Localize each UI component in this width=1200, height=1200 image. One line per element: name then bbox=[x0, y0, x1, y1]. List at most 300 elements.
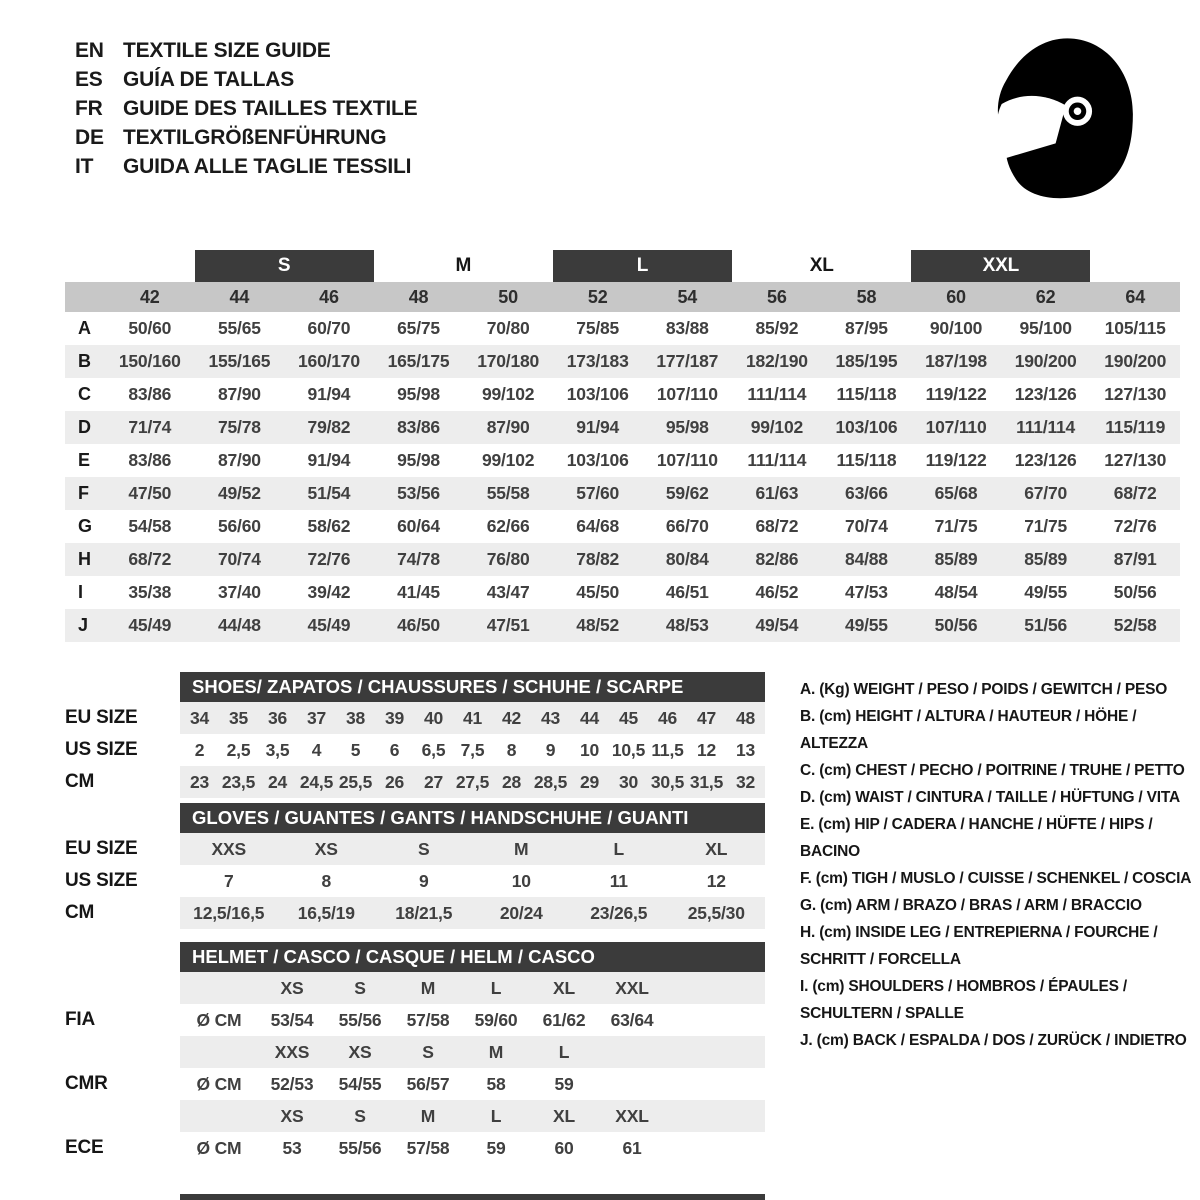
size-value: 99/102 bbox=[750, 417, 804, 437]
cell-value: S bbox=[418, 838, 430, 859]
size-value: 83/88 bbox=[665, 318, 709, 338]
size-value: 51/54 bbox=[307, 483, 351, 503]
size-value: 37/40 bbox=[217, 582, 261, 602]
row-label bbox=[65, 1036, 180, 1068]
row-key: A bbox=[78, 318, 91, 338]
measurement-legend bbox=[800, 676, 1198, 1054]
size-value: 87/91 bbox=[1113, 549, 1157, 569]
size-value: 170/180 bbox=[477, 351, 540, 371]
cell-value: 40 bbox=[423, 707, 444, 728]
cell-value bbox=[598, 1036, 666, 1068]
size-value: 85/92 bbox=[755, 318, 799, 338]
row-strip bbox=[180, 1068, 765, 1100]
size-value: 165/175 bbox=[387, 351, 450, 371]
size-group-l: L bbox=[553, 250, 732, 282]
cell-value: 28 bbox=[501, 771, 522, 792]
size-value: 127/130 bbox=[1104, 384, 1167, 404]
cell-value: 29 bbox=[579, 771, 600, 792]
legend-text: BACK / ESPALDA / DOS / ZURÜCK / INDIETRO bbox=[852, 1032, 1187, 1049]
gloves-size-table bbox=[65, 803, 765, 929]
size-value: 107/110 bbox=[656, 450, 718, 470]
legend-key: B. bbox=[800, 708, 820, 725]
size-value: 43/47 bbox=[486, 582, 530, 602]
legend-unit: (cm) bbox=[819, 924, 856, 941]
size-value: 72/76 bbox=[307, 549, 351, 569]
size-value: 47/51 bbox=[486, 615, 530, 635]
row-key: H bbox=[78, 549, 91, 569]
cell-value: Ø CM bbox=[196, 1073, 242, 1094]
size-value: 57/60 bbox=[576, 483, 620, 503]
row-key: G bbox=[78, 516, 92, 536]
cell-value: S bbox=[422, 1041, 434, 1062]
size-value: 80/84 bbox=[665, 549, 709, 569]
size-value: 95/98 bbox=[665, 417, 709, 437]
language-title: GUIDE DES TAILLES TEXTILE bbox=[123, 97, 418, 120]
measurement-row bbox=[65, 411, 1180, 444]
legend-key: G. bbox=[800, 897, 821, 914]
size-value: 72/76 bbox=[1113, 516, 1157, 536]
size-value: 187/198 bbox=[925, 351, 987, 371]
row-key: I bbox=[78, 582, 83, 602]
cell-value: 25,5 bbox=[338, 771, 373, 792]
cell-value bbox=[666, 1100, 765, 1132]
size-value: 50/56 bbox=[1113, 582, 1157, 602]
size-group-xl: XL bbox=[809, 255, 834, 276]
size-value: 99/102 bbox=[481, 384, 535, 404]
legend-key: E. bbox=[800, 816, 819, 833]
cell-value: 53/54 bbox=[270, 1009, 314, 1030]
size-value: 75/85 bbox=[576, 318, 620, 338]
cell-value: 6,5 bbox=[421, 739, 446, 760]
cell-value: 5 bbox=[350, 739, 361, 760]
size-value: 60/70 bbox=[307, 318, 351, 338]
size-value: 90/100 bbox=[929, 318, 983, 338]
legend-item bbox=[800, 973, 1198, 1027]
row-strip bbox=[180, 865, 765, 897]
size-value: 65/75 bbox=[397, 318, 440, 338]
helmet-size-table bbox=[65, 942, 765, 1164]
legend-key: H. bbox=[800, 924, 820, 941]
size-value: 83/86 bbox=[128, 450, 172, 470]
size-group-xxl: XXL bbox=[911, 250, 1090, 282]
size-label: 56 bbox=[767, 286, 787, 307]
cell-value: 8 bbox=[321, 870, 332, 891]
language-row bbox=[75, 94, 417, 123]
cell-value: 59 bbox=[486, 1137, 506, 1158]
size-value: 111/114 bbox=[747, 450, 807, 470]
row-key: D bbox=[78, 417, 91, 437]
size-value: 51/56 bbox=[1024, 615, 1068, 635]
size-value: 48/54 bbox=[934, 582, 978, 602]
row-label: US SIZE bbox=[65, 870, 138, 891]
language-code: DE bbox=[75, 126, 104, 149]
size-value: 185/195 bbox=[835, 351, 898, 371]
size-value: 53/56 bbox=[397, 483, 440, 503]
cell-value: 18/21,5 bbox=[395, 902, 453, 923]
measurement-row bbox=[65, 543, 1180, 576]
row-key: E bbox=[78, 450, 90, 470]
size-label: 52 bbox=[587, 286, 608, 307]
legend-unit: (cm) bbox=[819, 762, 856, 779]
cell-value: Ø CM bbox=[196, 1137, 242, 1158]
cell-value: 16,5/19 bbox=[297, 902, 355, 923]
cell-value: 25,5/30 bbox=[687, 902, 745, 923]
row-key: C bbox=[78, 384, 91, 404]
size-value: 52/58 bbox=[1113, 615, 1157, 635]
size-value: 83/86 bbox=[397, 417, 440, 437]
row-label-spacer bbox=[65, 282, 105, 312]
cell-value bbox=[180, 972, 258, 1004]
row-label: CMR bbox=[65, 1073, 108, 1094]
size-value: 105/115 bbox=[1104, 318, 1166, 338]
row-strip bbox=[180, 702, 765, 734]
size-value: 71/74 bbox=[128, 417, 172, 437]
language-code: EN bbox=[75, 39, 104, 62]
cell-value: 37 bbox=[306, 707, 327, 728]
cell-value: 10 bbox=[511, 870, 531, 891]
size-value: 64/68 bbox=[576, 516, 620, 536]
legend-text: SHOULDERS / HOMBROS / ÉPAULES / SCHULTERN / SPALLE bbox=[800, 978, 1127, 1022]
cell-value: 30,5 bbox=[650, 771, 685, 792]
size-value: 55/65 bbox=[217, 318, 261, 338]
measurement-row bbox=[65, 444, 1180, 477]
size-value: 115/119 bbox=[1105, 417, 1166, 437]
cell-value: 30 bbox=[618, 771, 639, 792]
table-row bbox=[65, 1068, 765, 1100]
size-value: 35/38 bbox=[128, 582, 172, 602]
legend-item bbox=[800, 757, 1198, 784]
cell-value bbox=[598, 1068, 666, 1100]
row-label-spacer bbox=[65, 803, 180, 833]
row-label: CM bbox=[65, 771, 95, 792]
size-label: 62 bbox=[1035, 286, 1056, 307]
size-value: 76/80 bbox=[486, 549, 530, 569]
row-strip bbox=[180, 972, 765, 1004]
cell-value: 10,5 bbox=[611, 739, 646, 760]
size-value: 177/187 bbox=[656, 351, 719, 371]
title-row bbox=[65, 942, 765, 972]
cell-value: M bbox=[420, 1105, 436, 1126]
size-value: 61/63 bbox=[755, 483, 799, 503]
cell-value: XL bbox=[553, 977, 575, 998]
row-label: US SIZE bbox=[65, 739, 138, 760]
size-value: 58/62 bbox=[307, 516, 351, 536]
shoes-size-table bbox=[65, 672, 765, 798]
cell-value: L bbox=[613, 838, 624, 859]
legend-unit: (cm) bbox=[819, 789, 856, 806]
row-label-spacer bbox=[65, 672, 180, 702]
cell-value: 35 bbox=[228, 707, 249, 728]
cell-value: 47 bbox=[696, 707, 717, 728]
cell-value: 39 bbox=[384, 707, 405, 728]
size-value: 68/72 bbox=[755, 516, 799, 536]
legend-unit: (cm) bbox=[820, 897, 856, 914]
size-value: 70/74 bbox=[845, 516, 888, 536]
size-label: 64 bbox=[1125, 286, 1146, 307]
size-value: 48/53 bbox=[665, 615, 709, 635]
legend-text: WAIST / CINTURA / TAILLE / HÜFTUNG / VITA bbox=[855, 789, 1181, 806]
row-strip bbox=[180, 833, 765, 865]
legend-unit: (cm) bbox=[819, 708, 856, 725]
title-row bbox=[65, 803, 765, 833]
row-label: EU SIZE bbox=[65, 707, 138, 728]
language-row bbox=[75, 65, 417, 94]
size-value: 55/58 bbox=[486, 483, 530, 503]
size-value: 87/90 bbox=[217, 384, 261, 404]
legend-key: D. bbox=[800, 789, 820, 806]
cell-value: L bbox=[490, 1105, 502, 1126]
size-value: 79/82 bbox=[307, 417, 351, 437]
row-strip bbox=[180, 766, 765, 798]
measurement-row bbox=[65, 609, 1180, 642]
cell-value: 44 bbox=[579, 707, 600, 728]
size-value: 115/118 bbox=[836, 450, 897, 470]
cell-value: L bbox=[558, 1041, 570, 1062]
table-row bbox=[65, 1100, 765, 1132]
size-value: 123/126 bbox=[1014, 450, 1077, 470]
cell-value: L bbox=[490, 977, 502, 998]
cell-value: S bbox=[354, 1105, 366, 1126]
cell-value bbox=[180, 1100, 258, 1132]
size-value: 111/114 bbox=[747, 384, 807, 404]
cell-value: 32 bbox=[735, 771, 756, 792]
cell-value: 43 bbox=[540, 707, 561, 728]
cell-value: 12 bbox=[696, 739, 717, 760]
legend-item bbox=[800, 865, 1198, 892]
size-value: 70/74 bbox=[217, 549, 261, 569]
cell-value: 9 bbox=[545, 739, 556, 760]
row-strip bbox=[180, 1100, 765, 1132]
measurement-row bbox=[65, 576, 1180, 609]
accessory-size-tables bbox=[65, 672, 765, 1164]
cell-value: 10 bbox=[579, 739, 600, 760]
cell-value: 31,5 bbox=[689, 771, 724, 792]
racing-helmet-icon bbox=[982, 34, 1138, 206]
cell-value: 42 bbox=[501, 707, 522, 728]
table-row bbox=[65, 1132, 765, 1164]
size-value: 54/58 bbox=[128, 516, 172, 536]
size-label: 54 bbox=[677, 286, 698, 307]
legend-unit: (cm) bbox=[818, 816, 855, 833]
size-value: 56/60 bbox=[217, 516, 261, 536]
size-label: 60 bbox=[946, 286, 966, 307]
size-value: 87/95 bbox=[845, 318, 888, 338]
size-value: 190/200 bbox=[1104, 351, 1167, 371]
row-label: CM bbox=[65, 902, 95, 923]
cell-value: 55/56 bbox=[338, 1137, 382, 1158]
cell-value: 34 bbox=[189, 707, 210, 728]
cell-value bbox=[180, 1036, 258, 1068]
size-value: 91/94 bbox=[307, 450, 351, 470]
title-row bbox=[65, 672, 765, 702]
cell-value: 8 bbox=[506, 739, 517, 760]
size-value: 68/72 bbox=[1113, 483, 1157, 503]
size-value: 107/110 bbox=[656, 384, 718, 404]
size-value: 119/122 bbox=[925, 450, 987, 470]
size-value: 190/200 bbox=[1014, 351, 1077, 371]
size-value: 45/49 bbox=[307, 615, 351, 635]
cell-value: 52/53 bbox=[270, 1073, 314, 1094]
cell-value: XXS bbox=[274, 1041, 310, 1062]
table-row bbox=[65, 702, 765, 734]
size-value: 160/170 bbox=[298, 351, 360, 371]
cell-value: 12,5/16,5 bbox=[193, 902, 265, 923]
cell-value: 7,5 bbox=[460, 739, 485, 760]
table-row bbox=[65, 833, 765, 865]
measurement-row bbox=[65, 477, 1180, 510]
size-value: 99/102 bbox=[481, 450, 535, 470]
size-value: 46/51 bbox=[665, 582, 709, 602]
size-label: 46 bbox=[319, 286, 339, 307]
size-value: 103/106 bbox=[566, 450, 629, 470]
legend-text: HIP / CADERA / HANCHE / HÜFTE / HIPS / BACINO bbox=[800, 816, 1153, 860]
legend-key: C. bbox=[800, 762, 820, 779]
size-value: 49/54 bbox=[755, 615, 799, 635]
size-value: 49/55 bbox=[845, 615, 888, 635]
cell-value: 23 bbox=[189, 771, 210, 792]
cell-value: M bbox=[488, 1041, 504, 1062]
size-value: 83/86 bbox=[128, 384, 172, 404]
cropped-section-bar bbox=[180, 1194, 765, 1200]
cell-value: 58 bbox=[486, 1073, 506, 1094]
legend-unit: (Kg) bbox=[819, 681, 854, 698]
size-label: 58 bbox=[856, 286, 877, 307]
size-value: 59/62 bbox=[665, 483, 709, 503]
language-title: GUIDA ALLE TAGLIE TESSILI bbox=[123, 155, 412, 178]
size-value: 62/66 bbox=[486, 516, 530, 536]
cell-value: XS bbox=[314, 838, 338, 859]
cell-value: 56/57 bbox=[406, 1073, 450, 1094]
legend-key: J. bbox=[800, 1032, 817, 1049]
cell-value: 54/55 bbox=[338, 1073, 382, 1094]
textile-size-table bbox=[65, 250, 1180, 642]
language-code: IT bbox=[75, 155, 94, 178]
size-value: 150/160 bbox=[118, 351, 181, 371]
legend-text: ARM / BRAZO / BRAS / ARM / BRACCIO bbox=[855, 897, 1142, 914]
cell-value: 2,5 bbox=[226, 739, 251, 760]
size-value: 155/165 bbox=[208, 351, 271, 371]
size-value: 50/60 bbox=[128, 318, 172, 338]
cell-value: 20/24 bbox=[499, 902, 543, 923]
legend-key: A. bbox=[800, 681, 820, 698]
language-code: FR bbox=[75, 97, 103, 120]
size-value: 63/66 bbox=[845, 483, 888, 503]
row-label bbox=[65, 972, 180, 1004]
language-code: ES bbox=[75, 68, 103, 91]
cell-value: 4 bbox=[311, 739, 322, 760]
row-strip bbox=[180, 734, 765, 766]
size-value: 82/86 bbox=[755, 549, 799, 569]
language-list bbox=[75, 36, 417, 181]
row-label bbox=[65, 1100, 180, 1132]
row-key: J bbox=[78, 615, 88, 635]
cell-value bbox=[666, 1004, 765, 1036]
size-value: 66/70 bbox=[665, 516, 709, 536]
legend-item bbox=[800, 892, 1198, 919]
size-value: 49/55 bbox=[1024, 582, 1068, 602]
cell-value: 24 bbox=[267, 771, 288, 792]
size-value: 67/70 bbox=[1024, 483, 1068, 503]
size-header-row bbox=[65, 282, 1180, 312]
size-value: 173/183 bbox=[566, 351, 629, 371]
size-value: 103/106 bbox=[566, 384, 629, 404]
size-value: 87/90 bbox=[486, 417, 530, 437]
language-title: TEXTILE SIZE GUIDE bbox=[123, 39, 331, 62]
size-value: 74/78 bbox=[397, 549, 440, 569]
cell-value: 3,5 bbox=[265, 739, 290, 760]
cell-value: XL bbox=[553, 1105, 575, 1126]
cell-value: XL bbox=[705, 838, 728, 859]
row-label-spacer bbox=[65, 942, 180, 972]
legend-item bbox=[800, 1027, 1198, 1054]
table-row bbox=[65, 1004, 765, 1036]
size-value: 46/50 bbox=[397, 615, 440, 635]
table-row bbox=[65, 1036, 765, 1068]
size-value: 127/130 bbox=[1104, 450, 1167, 470]
legend-text: TIGH / MUSLO / CUISSE / SCHENKEL / COSCIA bbox=[851, 870, 1192, 887]
helmet-title: HELMET / CASCO / CASQUE / HELM / CASCO bbox=[180, 942, 765, 972]
size-value: 95/98 bbox=[397, 384, 440, 404]
cell-value bbox=[666, 1132, 765, 1164]
cell-value: 61 bbox=[622, 1137, 642, 1158]
row-strip bbox=[180, 1132, 765, 1164]
cell-value: 57/58 bbox=[406, 1137, 450, 1158]
size-label: 48 bbox=[408, 286, 429, 307]
legend-key: I. bbox=[800, 978, 813, 995]
legend-unit: (cm) bbox=[816, 1032, 853, 1049]
cell-value: XXS bbox=[211, 838, 246, 859]
size-value: 71/75 bbox=[934, 516, 978, 536]
size-value: 115/118 bbox=[836, 384, 897, 404]
cell-value: M bbox=[420, 977, 436, 998]
size-value: 49/52 bbox=[217, 483, 261, 503]
cell-value: 53 bbox=[282, 1137, 302, 1158]
language-title: GUÍA DE TALLAS bbox=[123, 68, 295, 91]
legend-key: F. bbox=[800, 870, 816, 887]
legend-unit: (cm) bbox=[815, 870, 852, 887]
cell-value: 36 bbox=[267, 707, 288, 728]
cell-value: 9 bbox=[418, 870, 429, 891]
size-label: 44 bbox=[229, 286, 250, 307]
size-value: 45/49 bbox=[128, 615, 172, 635]
table-row bbox=[65, 865, 765, 897]
cell-value: 59/60 bbox=[474, 1009, 518, 1030]
legend-text: CHEST / PECHO / POITRINE / TRUHE / PETTO bbox=[855, 762, 1185, 779]
cell-value: 28,5 bbox=[533, 771, 568, 792]
legend-item bbox=[800, 703, 1198, 757]
row-key: B bbox=[78, 351, 91, 371]
legend-text: INSIDE LEG / ENTREPIERNA / FOURCHE / SCHRITT / FORCELLA bbox=[800, 924, 1158, 968]
size-label: 50 bbox=[498, 286, 518, 307]
measurement-row bbox=[65, 510, 1180, 543]
legend-unit: (cm) bbox=[812, 978, 849, 995]
size-value: 107/110 bbox=[925, 417, 987, 437]
size-value: 68/72 bbox=[128, 549, 172, 569]
cell-value: 2 bbox=[194, 739, 205, 760]
cell-value: 48 bbox=[735, 707, 756, 728]
cell-value: 6 bbox=[389, 739, 400, 760]
size-value: 44/48 bbox=[217, 615, 261, 635]
size-value: 91/94 bbox=[307, 384, 351, 404]
size-value: 85/89 bbox=[934, 549, 978, 569]
size-value: 47/50 bbox=[128, 483, 172, 503]
size-group-s: S bbox=[195, 250, 374, 282]
cell-value: 23,5 bbox=[221, 771, 256, 792]
cell-value bbox=[666, 1068, 765, 1100]
table-row bbox=[65, 766, 765, 798]
language-row bbox=[75, 152, 417, 181]
table-row bbox=[65, 897, 765, 929]
